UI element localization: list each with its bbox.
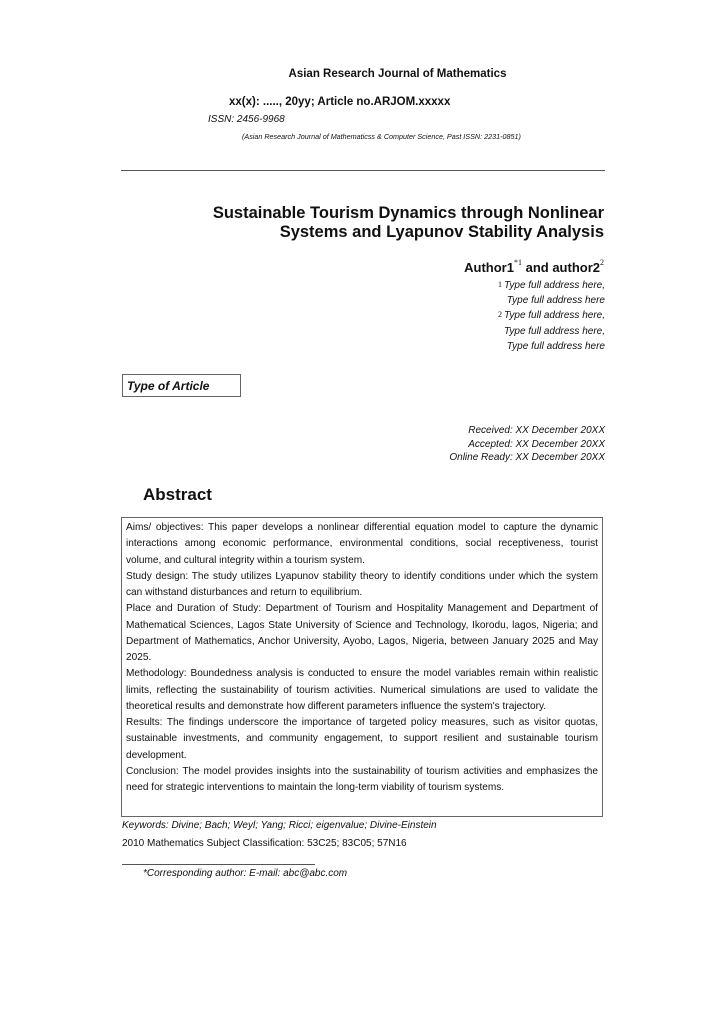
header-divider: [121, 170, 605, 171]
author-1: Author1: [464, 260, 514, 275]
volume-line: xx(x): ....., 20yy; Article no.ARJOM.xxxxx: [229, 96, 451, 108]
address-line: [498, 308, 605, 323]
address-line: [498, 293, 605, 308]
article-title-line-2: Systems and Lyapunov Stability Analysis: [279, 223, 604, 241]
abstract-heading: Abstract: [143, 485, 212, 504]
article-type-label: Type of Article: [127, 379, 210, 393]
issn: ISSN: 2456-9968: [208, 114, 285, 125]
author-addresses: [498, 278, 605, 354]
abstract-box: [121, 517, 603, 817]
abstract-conclusion: Conclusion: The model provides insights into the sustainability of tourism activities and emphasizes the need for strategic interventions to maintain the long-term viability of tourism systems.: [126, 765, 598, 793]
keywords: Keywords: Divine; Bach; Weyl; Yang; Ricci; eigenvalue; Divine-Einstein: [122, 820, 437, 831]
article-type-box: [122, 374, 241, 397]
accepted-date: Accepted: XX December 20XX: [468, 438, 605, 450]
received-date: Received: XX December 20XX: [468, 425, 605, 436]
address-line: [498, 339, 605, 354]
author-1-affiliation: *1: [513, 258, 522, 267]
past-issn: (Asian Research Journal of Mathematicss & Computer Science, Past ISSN: 2231-0851): [242, 132, 521, 141]
subject-classification: 2010 Mathematics Subject Classification: 53C25; 83C05; 57N16: [122, 838, 407, 849]
author-2-affiliation: 2: [600, 258, 604, 267]
affiliation-number: 1: [498, 280, 503, 289]
journal-name: Asian Research Journal of Mathematics: [288, 68, 507, 80]
article-title-line-1: Sustainable Tourism Dynamics through Nonlinear: [212, 204, 604, 222]
abstract-results: Results: The findings underscore the importance of targeted policy measures, such as visitor quotas, sustainable investments, and community engagement, to support resilient and sustainable tourism development.: [126, 717, 598, 761]
address-text: Type full address here: [506, 340, 605, 352]
online-ready-date: Online Ready: XX December 20XX: [449, 452, 605, 464]
address-text: Type full address here: [506, 295, 605, 307]
author-2: and author2: [521, 260, 600, 275]
address-line: [498, 324, 605, 339]
authors: [464, 260, 604, 275]
article-title: [144, 204, 604, 242]
abstract-place-duration: Place and Duration of Study: Department of Tourism and Hospitality Management and Department of Mathematical Sciences, Lagos State University of Science and Technology, Ikorodu, lagos, Nigeria; and Department of Mathematics, Anchor University, Ayobo, Lagos, Nigeria, between January 2025 and May 2025.: [126, 603, 598, 663]
footnote-divider: [122, 864, 315, 865]
address-text: Type full address here,: [504, 310, 605, 322]
abstract-methodology: Methodology: Boundedness analysis is conducted to ensure the model variables remain within realistic limits, reflecting the sustainability of tourism activities. Numerical simulations are used to validate the theoretical results and demonstrate how different parameters influence the system's trajectory.: [126, 668, 598, 712]
abstract-aims: Aims/ objectives: This paper develops a nonlinear differential equation model to capture the dynamic interactions among economic performance, environmental conditions, social receptiveness, tourist volume, and cultural integrity within a tourism system.: [126, 522, 598, 566]
affiliation-number: 2: [498, 310, 503, 320]
address-line: [498, 278, 605, 293]
abstract-study-design: Study design: The study utilizes Lyapunov stability theory to identify conditions under which the system can withstand disturbances and return to equilibrium.: [126, 570, 598, 598]
address-text: Type full address here,: [504, 325, 605, 337]
publication-dates: [449, 424, 605, 465]
address-text: Type full address here,: [504, 280, 605, 291]
corresponding-author-note: *Corresponding author: E-mail: abc@abc.com: [143, 868, 348, 879]
